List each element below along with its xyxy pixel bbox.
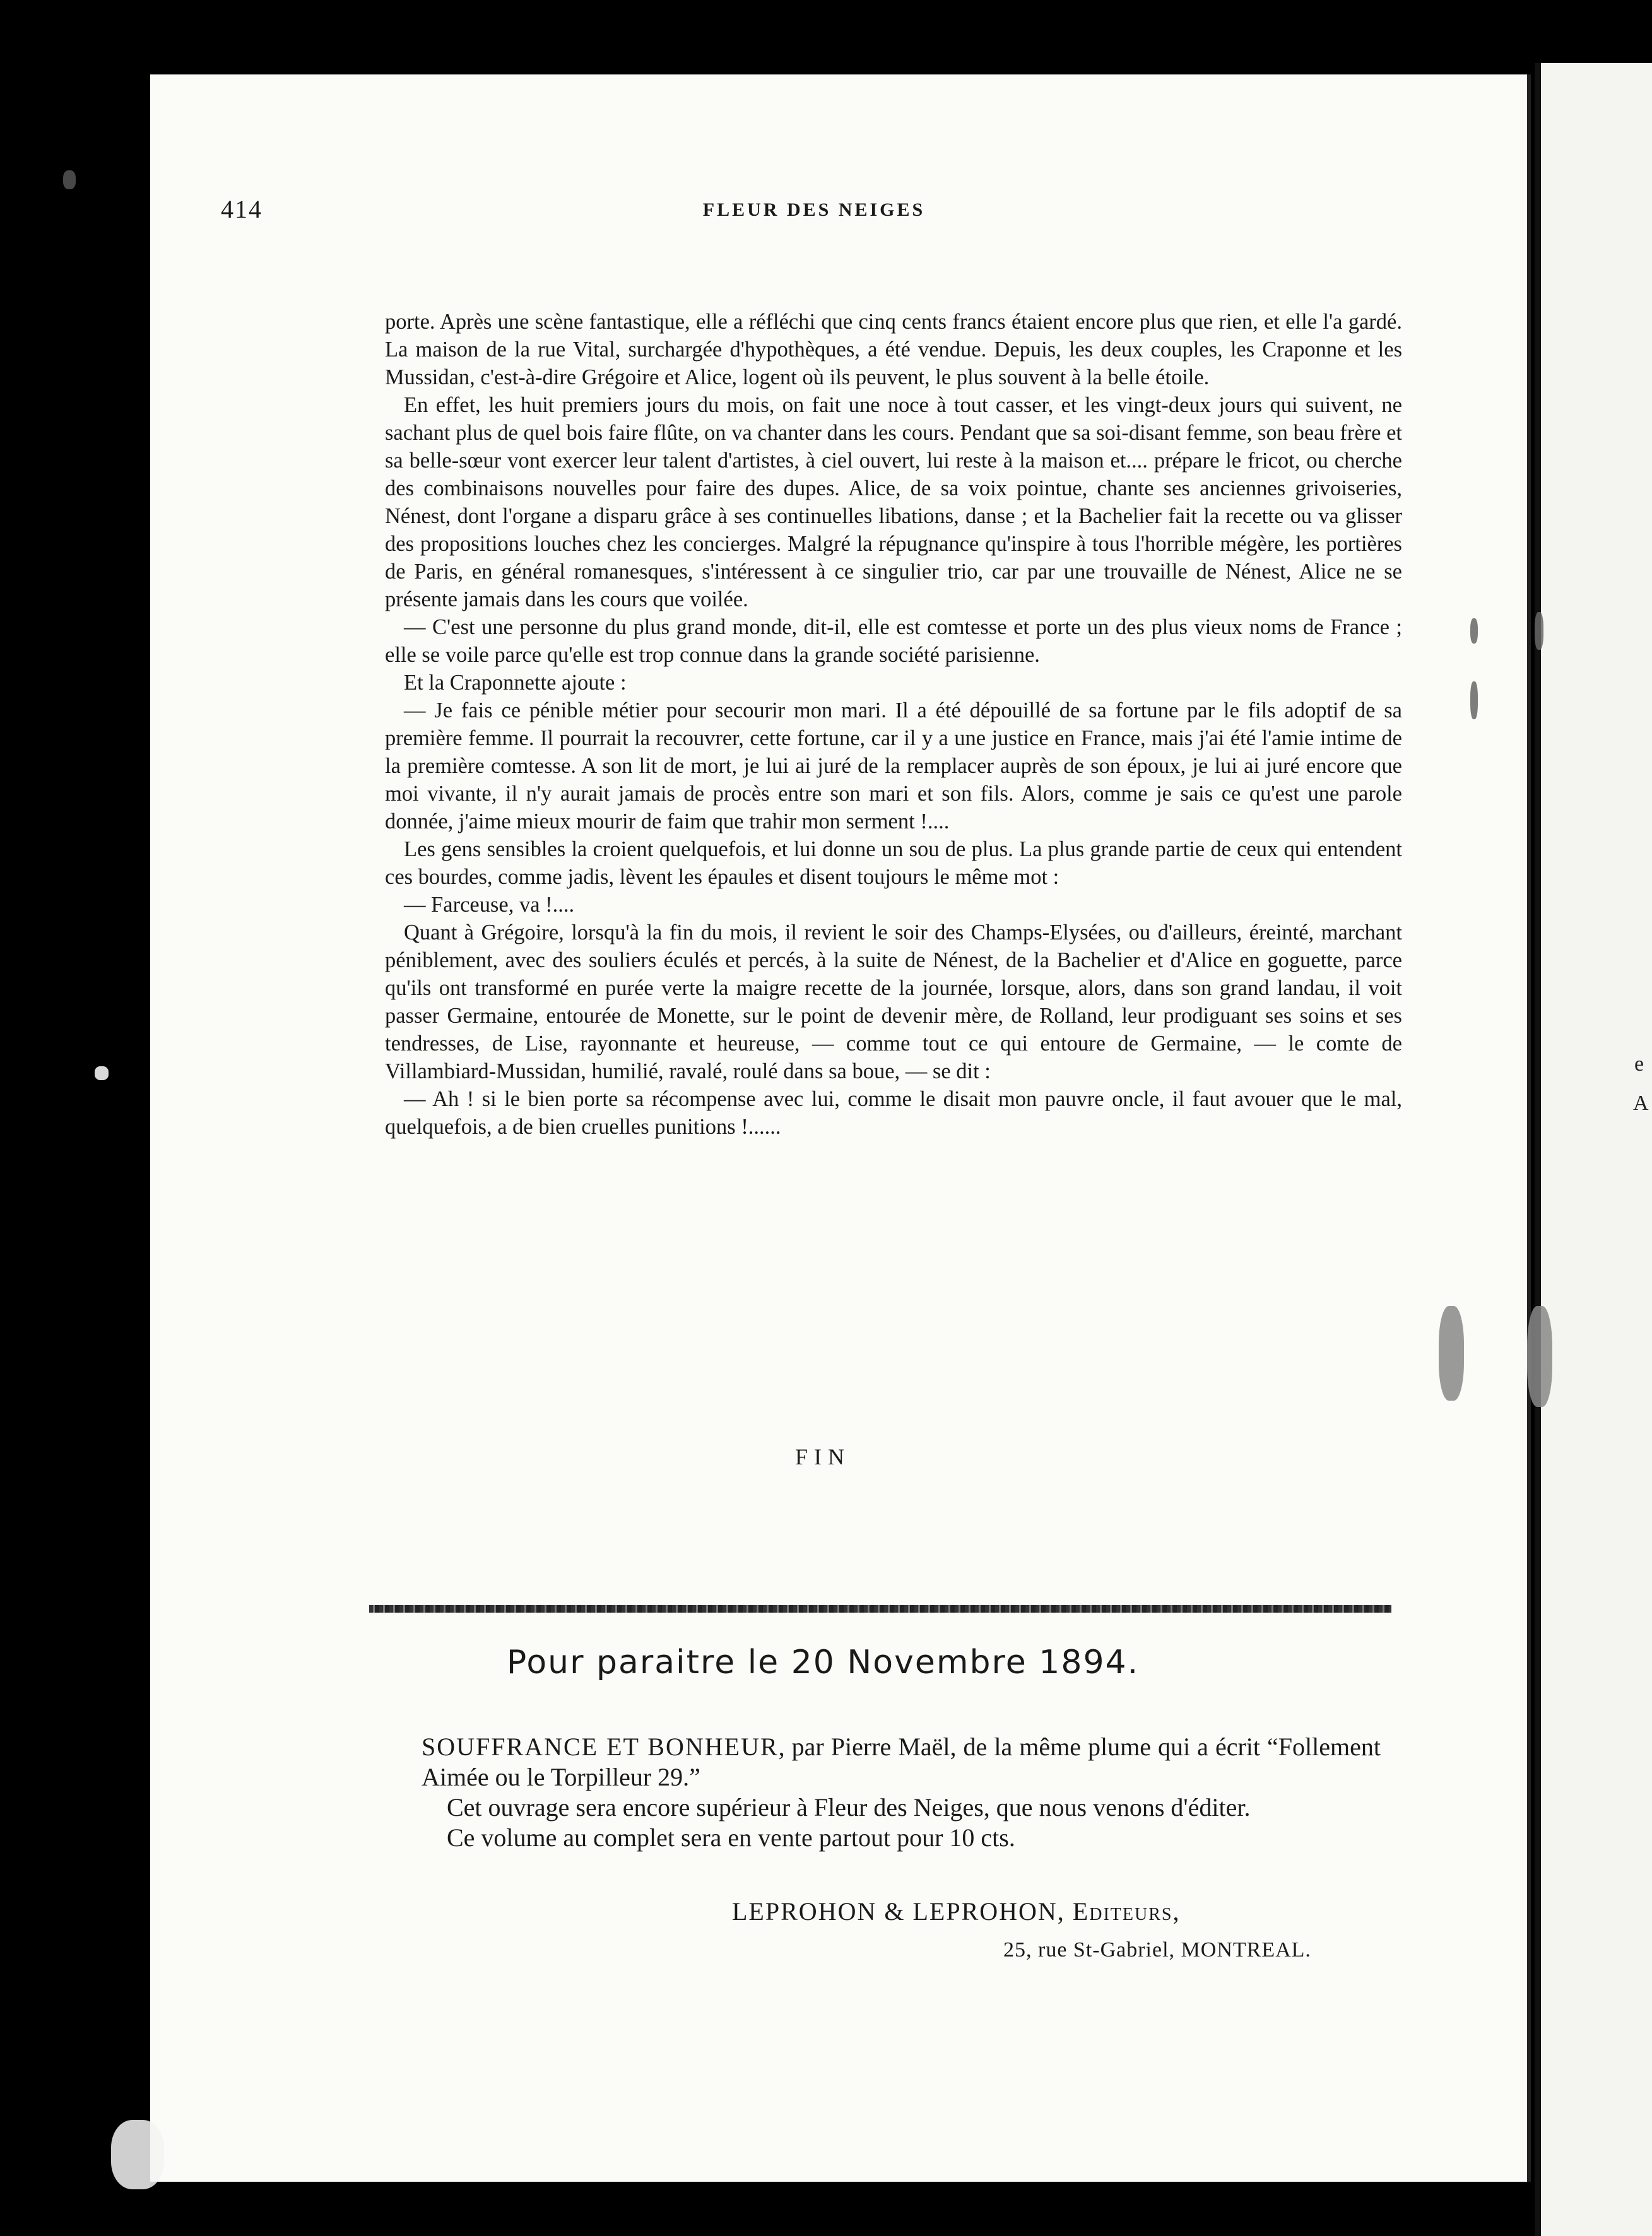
adjacent-page-fragment: e [1634, 1052, 1644, 1076]
publisher-name: LEPROHON & LEPROHON, Editeurs, [732, 1897, 1181, 1926]
paragraph: — Farceuse, va !.... [404, 893, 575, 917]
paragraph: Les gens sensibles la croient quelquefois, et lui donne un sou de plus. La plus grande partie de ceux qui entendent ces bourdes, comme jadis, lèvent les épaules et disent toujours le même mot : [385, 837, 1402, 889]
announcement-line: SOUFFRANCE ET BONHEUR, par Pierre Maël, de la même plume qui a écrit “Follement Aimée ou le Torpilleur 29.” [422, 1733, 1381, 1791]
end-marker: FIN [794, 1444, 851, 1469]
announcement-line: Cet ouvrage sera encore supérieur à Fleur des Neiges, que nous venons d'éditer. [447, 1793, 1251, 1821]
publisher-address: 25, rue St-Gabriel, MONTREAL. [1003, 1938, 1311, 1962]
paragraph: — C'est une personne du plus grand monde, dit-il, elle est comtesse et porte un des plus vieux noms de France ; elle se voile parce qu'elle est trop connue dans la grande société parisienne. [385, 615, 1402, 667]
paragraph: Quant à Grégoire, lorsqu'à la fin du mois, il revient le soir des Champs-Elysées, ou d'ailleurs, éreinté, marchant péniblement, avec des souliers éculés et percés, à la suite de Nénest, de la Bachelier et d'Alice en goguette, parce qu'ils ont transformé en purée verte la maigre recette de la journée, lorsque, alors, dans son grand landau, il voit passer Germaine, entourée de Monette, sur le point de devenir mère, de Rolland, leur prodiguant ses soins et ses tendresses, de Lise, rayonnante et heureuse, — comme tout ce qui entoure de Germaine, — le comte de Villambiard-Mussidan, humilié, ravalé, roulé dans sa boue, — se dit : [385, 921, 1402, 1083]
book-title: SOUFFRANCE ET BONHEUR [422, 1733, 779, 1761]
announcement-line: Ce volume au complet sera en vente partout pour 10 cts. [447, 1823, 1015, 1852]
paragraph: — Je fais ce pénible métier pour secourir mon mari. Il a été dépouillé de sa fortune par le fils adoptif de sa première femme. Il pourrait la recouvrer, cette fortune, car il y a une justice en France, mais j'ai été l'amie intime de la première comtesse. A son lit de mort, je lui ai juré de la remplacer auprès de son époux, je lui ai juré encore que moi vivante, il n'y aurait jamais de procès entre son mari et son fils. Alors, comme je sais ce qu'est une parole donnée, j'aime mieux mourir de faim que trahir mon serment !.... [385, 698, 1402, 833]
page-number: 414 [221, 195, 263, 223]
paragraph: porte. Après une scène fantastique, elle a réfléchi que cinq cents francs étaient encore plus que rien, et elle l'a gardé. La maison de la rue Vital, surchargée d'hypothèques, a été vendue. Depuis, les deux couples, les Craponne et les Mussidan, c'est-à-dire Grégoire et Alice, logent où ils peuvent, le plus souvent à la belle étoile. [385, 310, 1402, 389]
running-title: FLEUR DES NEIGES [702, 199, 926, 220]
adjacent-page-fragment: A [1633, 1092, 1649, 1115]
body-text [385, 308, 1402, 1141]
paragraph: — Ah ! si le bien porte sa récompense avec lui, comme le disait mon pauvre oncle, il faut avouer que le mal, quelquefois, a de bien cruelles punitions !...... [385, 1087, 1402, 1139]
announcement-text [422, 1732, 1381, 1853]
adjacent-page-edge [1535, 63, 1652, 2236]
divider-rule [369, 1605, 1391, 1613]
paragraph: Et la Craponnette ajoute : [404, 671, 627, 695]
announcement-title: Pour paraitre le 20 Novembre 1894. [506, 1644, 1140, 1681]
page-header [221, 194, 1407, 226]
paragraph: En effet, les huit premiers jours du mois, on fait une noce à tout casser, et les vingt-deux jours qui suivent, ne sachant plus de quel bois faire flûte, on va chanter dans les cours. Pendant que sa soi-disant femme, son beau frère et sa belle-sœur vont exercer leur talent d'artistes, à ciel ouvert, lui reste à la maison et.... prépare le fricot, ou cherche des combinaisons nouvelles pour faire des dupes. Alice, de sa voix pointue, chante ses anciennes grivoiseries, Nénest, dont l'organe a disparu grâce à ses continuelles libations, danse ; et la Bachelier fait la recette ou va glisser des propositions louches chez les concierges. Malgré la répugnance qu'inspire à tous l'horrible mégère, les portières de Paris, en général romanesques, s'intéressent à ce singulier trio, car par une trouvaille de Nénest, Alice ne se présente jamais dans les cours que voilée. [385, 393, 1402, 611]
